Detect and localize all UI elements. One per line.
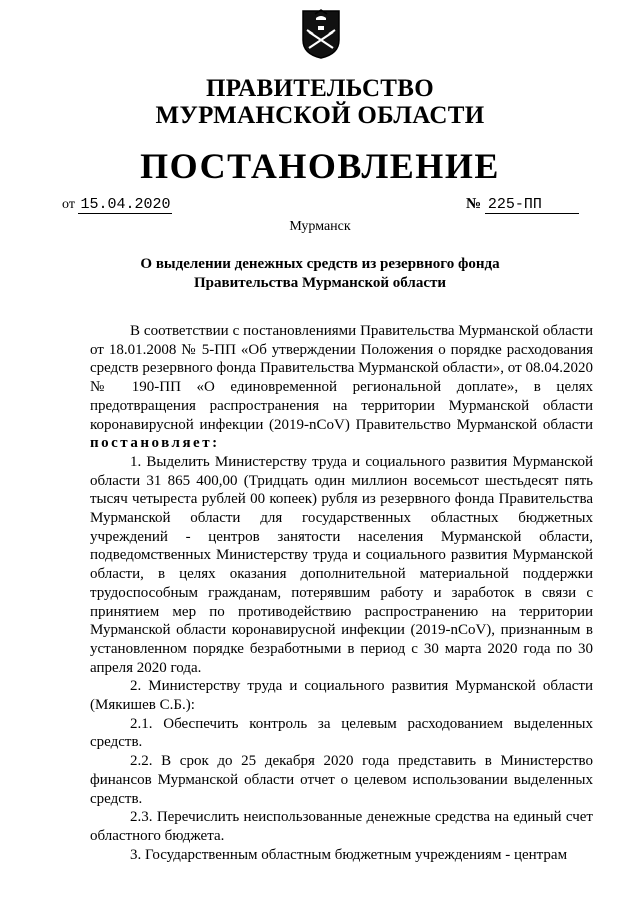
- document-type: ПОСТАНОВЛЕНИЕ: [140, 146, 500, 186]
- clause-2-3: 2.3. Перечислить неиспользованные денежные средства на единый счет областного бюджета.: [90, 809, 593, 844]
- clause-2-1: 2.1. Обеспечить контроль за целевым расходованием выделенных средств.: [90, 715, 593, 751]
- clause-1: 1. Выделить Министерству труда и социального развития Мурманской области 31 865 400,00 (Тридцать один миллион восемьсот шестьдесят пять тысяч четыреста рублей 00 копеек) рубля из резервного фонда Правительства Мурманской области для государственных областных бюджетных учреждений - центров занятости населения Мурманской области, подведомственных Министерству труда и социального развития Мурманской области, в целях оказания дополнительной материальной поддержки трудоспособным гражданам, потерявшим работу и заработок в связи с принятием мер по противодействию распространению на территории Мурманской области коронавирусной инфекции (2019-nCoV), признанным в установленном порядке безработными в период с 30 марта 2020 года по 30 апреля 2020 года.: [90, 453, 593, 676]
- number-value: 225-ПП: [485, 196, 579, 214]
- clause-2-2: 2.2. В срок до 25 декабря 2020 года представить в Министерство финансов Мурманской области отчет о целевом использовании выделенных средств.: [90, 753, 593, 807]
- coat-of-arms-icon: [300, 8, 342, 60]
- subject-line1: О выделении денежных средств из резервного фонда: [140, 256, 500, 272]
- city: Мурманск: [289, 219, 351, 234]
- preamble-text: В соответствии с постановлениями Правительства Мурманской области от 18.01.2008 № 5-ПП «Об утверждении Положения о порядке расходования средств резервного фонда Правительства Мурманской области», от 08.04.2020 № 190-ПП «О единовременной региональной доплате», в целях предотвращения распространения на территории Мурманской области коронавирусной инфекции (2019-nCoV) Правительство Мурманской области: [90, 323, 593, 433]
- subject-line2: Правительства Мурманской области: [193, 275, 447, 291]
- org-title-line2: МУРМАНСКОЙ ОБЛАСТИ: [155, 102, 485, 129]
- date-value: 15.04.2020: [80, 196, 171, 213]
- date-prefix: от: [62, 197, 75, 212]
- document-subject: [0, 255, 640, 293]
- number-prefix: №: [466, 196, 482, 212]
- org-title-line1: ПРАВИТЕЛЬСТВО: [206, 75, 434, 102]
- date-field: [62, 196, 172, 214]
- clause-3: 3. Государственным областным бюджетным учреждениям - центрам: [130, 846, 568, 863]
- clause-2: 2. Министерству труда и социального развития Мурманской области (Мякишев С.Б.):: [90, 678, 593, 714]
- decree-word: постановляет:: [90, 435, 220, 452]
- document-body: [90, 322, 593, 864]
- number-field: [466, 196, 579, 214]
- preamble-paragraph: [90, 322, 593, 453]
